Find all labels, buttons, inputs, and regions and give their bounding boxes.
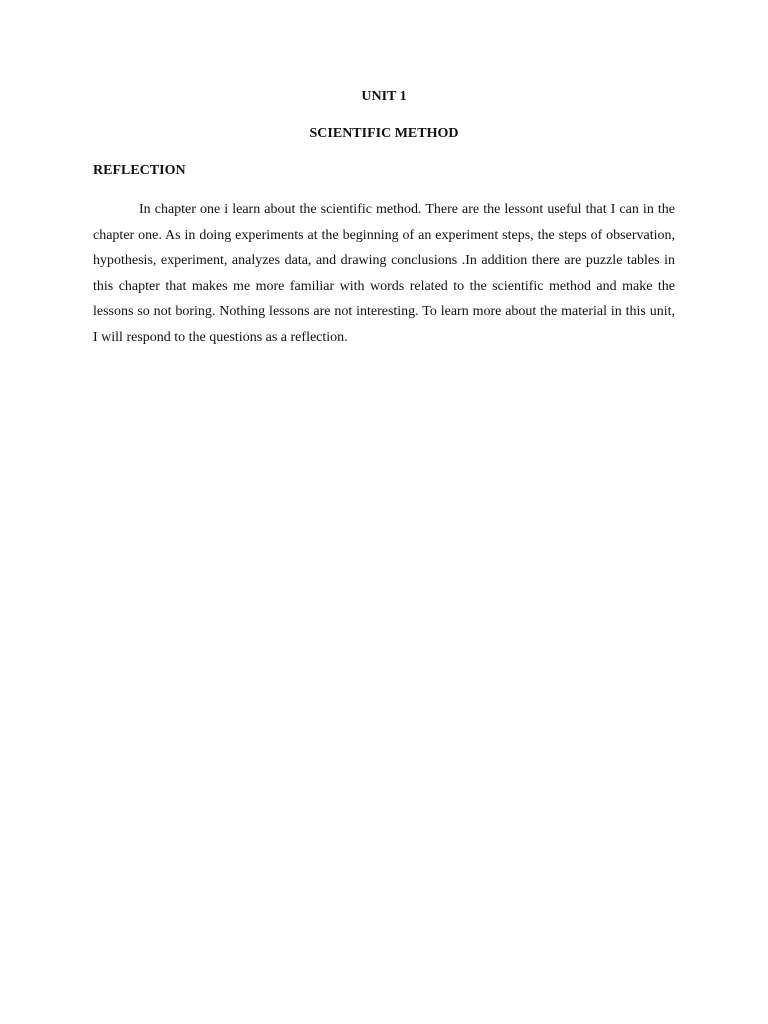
section-heading: REFLECTION	[93, 163, 186, 178]
reflection-paragraph: In chapter one i learn about the scientific method. There are the lessont useful that I can in the chapter one. As in doing experiments at the beginning of an experiment steps, the steps of observation, hypothesis, experiment, analyzes data, and drawing conclusions .In addition there are puzzle tables in this chapter that makes me more familiar with words related to the scientific method and make the lessons so not boring. Nothing lessons are not interesting. To learn more about the material in this unit, I will respond to the questions as a reflection.	[93, 202, 675, 345]
unit-title: UNIT 1	[361, 89, 407, 104]
chapter-title: SCIENTIFIC METHOD	[309, 126, 459, 141]
